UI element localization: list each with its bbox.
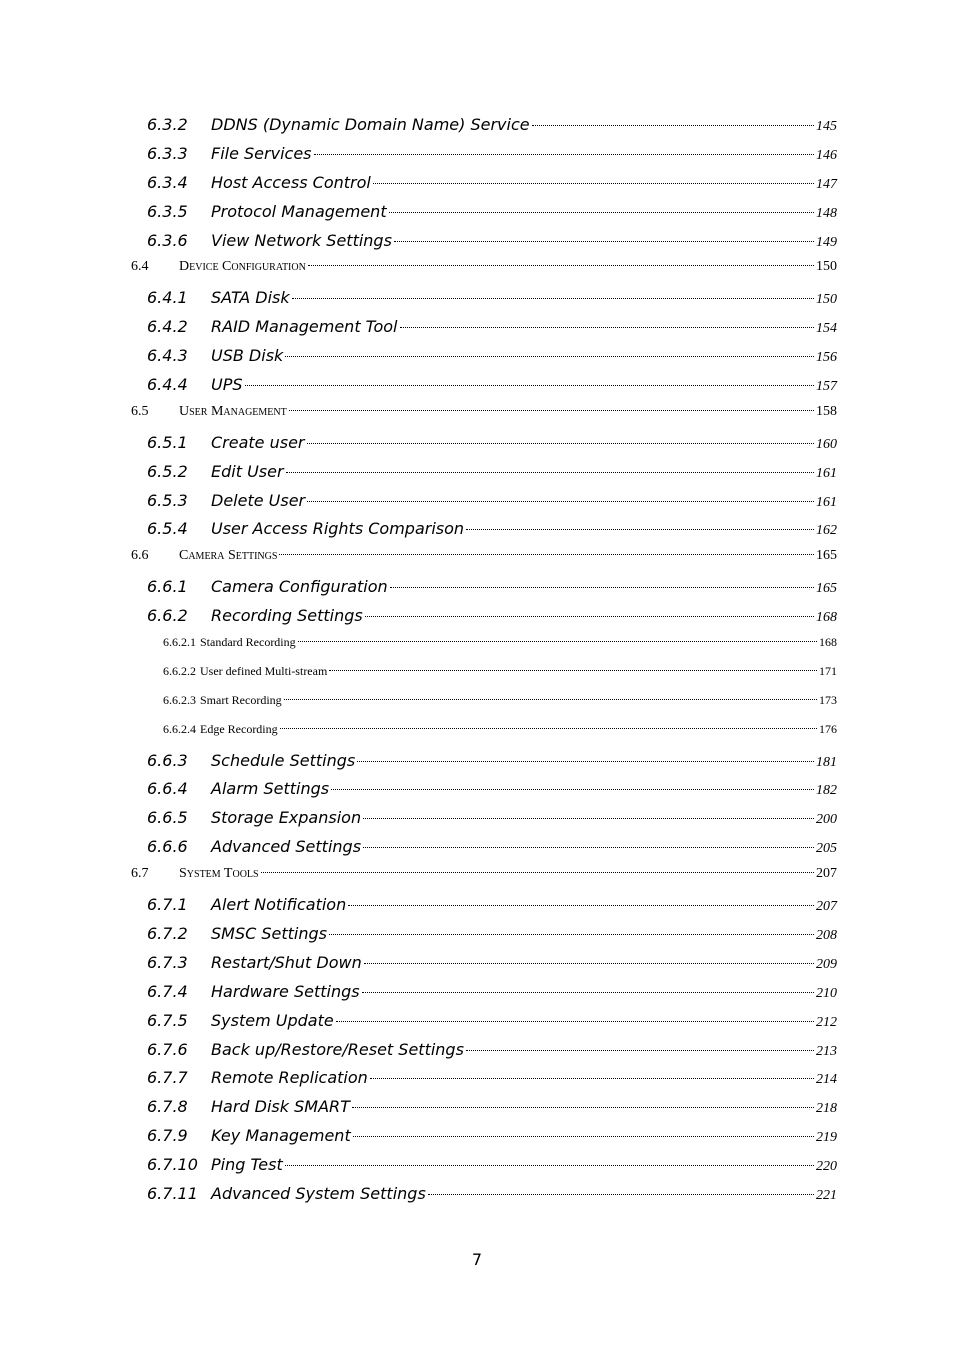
toc-entry[interactable] — [0, 462, 954, 491]
toc-entry-number: 6.5.1 — [147, 432, 188, 452]
toc-entry-title: Edit User — [211, 461, 284, 481]
toc-entry-title: Smart Recording — [200, 692, 282, 707]
toc-entry[interactable] — [0, 982, 954, 1011]
toc-entry-number: 6.6.2.4 — [163, 721, 196, 736]
toc-entry[interactable] — [0, 1068, 954, 1097]
toc-dot-leader — [292, 298, 814, 299]
toc-entry[interactable] — [0, 144, 954, 173]
toc-entry-number: 6.6.2.2 — [163, 663, 196, 678]
toc-entry-page: 161 — [816, 494, 837, 510]
toc-entry-page: 209 — [816, 956, 837, 972]
toc-entry[interactable] — [0, 577, 954, 606]
toc-entry-page: 200 — [816, 812, 837, 828]
toc-entry-number: 6.5.3 — [147, 490, 188, 510]
toc-dot-leader — [289, 410, 814, 411]
toc-entry-number: 6.5.4 — [147, 519, 188, 539]
toc-entry-page: 205 — [816, 841, 837, 857]
toc-entry-title: Create user — [211, 432, 305, 452]
toc-entry[interactable] — [0, 779, 954, 808]
toc-dot-leader — [286, 472, 814, 473]
toc-entry-title: View Network Settings — [211, 230, 392, 250]
toc-entry-title: User Management — [179, 403, 287, 419]
toc-entry-title: Hard Disk SMART — [211, 1097, 350, 1117]
toc-entry-number: 6.7 — [131, 866, 149, 882]
toc-entry[interactable] — [0, 259, 954, 288]
toc-entry-page: 150 — [816, 259, 837, 275]
toc-entry-page: 176 — [819, 721, 837, 736]
toc-entry-title: Advanced Settings — [211, 837, 362, 857]
toc-entry-title: SATA Disk — [211, 288, 290, 308]
toc-entry-title: System Update — [211, 1010, 334, 1030]
toc-entry[interactable] — [0, 693, 954, 722]
toc-entry[interactable] — [0, 1184, 954, 1213]
toc-entry[interactable] — [0, 231, 954, 260]
toc-entry[interactable] — [0, 404, 954, 433]
toc-entry[interactable] — [0, 664, 954, 693]
toc-entry-number: 6.3.3 — [147, 143, 188, 163]
toc-entry-number: 6.6.2.1 — [163, 635, 196, 650]
toc-entry-number: 6.4 — [131, 259, 149, 275]
toc-dot-leader — [348, 905, 814, 906]
toc-entry-number: 6.6.6 — [147, 837, 188, 857]
toc-dot-leader — [331, 789, 814, 790]
toc-entry[interactable] — [0, 173, 954, 202]
toc-entry-title: Back up/Restore/Reset Settings — [211, 1039, 464, 1059]
toc-dot-leader — [307, 443, 815, 444]
toc-dot-leader — [363, 818, 814, 819]
toc-dot-leader — [308, 265, 814, 266]
toc-entry-number: 6.3.6 — [147, 230, 188, 250]
toc-entry-title: Storage Expansion — [211, 808, 362, 828]
toc-dot-leader — [373, 183, 814, 184]
toc-entry-number: 6.7.2 — [147, 923, 188, 943]
toc-entry-page: 207 — [816, 899, 837, 915]
toc-dot-leader — [329, 670, 817, 671]
toc-dot-leader — [428, 1194, 814, 1195]
toc-entry-title: Camera Configuration — [211, 577, 388, 597]
toc-entry-number: 6.5 — [131, 403, 149, 419]
toc-entry-page: 212 — [816, 1014, 837, 1030]
toc-entry-page: 168 — [819, 635, 837, 650]
toc-entry-title: Key Management — [211, 1126, 351, 1146]
toc-entry[interactable] — [0, 722, 954, 751]
toc-entry-title: Device Configuration — [179, 259, 306, 275]
toc-entry[interactable] — [0, 866, 954, 895]
toc-entry[interactable] — [0, 202, 954, 231]
toc-entry-page: 171 — [819, 663, 837, 678]
toc-entry-number: 6.7.6 — [147, 1039, 188, 1059]
toc-entry-page: 168 — [816, 610, 837, 626]
toc-entry-number: 6.4.2 — [147, 317, 188, 337]
toc-entry-page: 161 — [816, 465, 837, 481]
toc-entry-page: 145 — [816, 119, 837, 134]
toc-entry-title: SMSC Settings — [211, 923, 327, 943]
toc-entry-title: Camera Settings — [179, 548, 278, 564]
toc-entry-title: User Access Rights Comparison — [211, 519, 465, 539]
toc-dot-leader — [284, 699, 817, 700]
toc-entry-page: 221 — [816, 1187, 837, 1203]
toc-entry[interactable] — [0, 1097, 954, 1126]
toc-entry-page: 173 — [819, 692, 837, 707]
toc-dot-leader — [466, 529, 814, 530]
toc-dot-leader — [314, 154, 815, 155]
toc-entry-title: RAID Management Tool — [211, 317, 398, 337]
toc-entry-page: 150 — [816, 292, 837, 308]
toc-entry[interactable] — [0, 491, 954, 520]
toc-entry-number: 6.4.3 — [147, 346, 188, 366]
toc-entry-number: 6.3.5 — [147, 201, 188, 221]
toc-entry[interactable] — [0, 606, 954, 635]
toc-entry-number: 6.7.3 — [147, 952, 188, 972]
toc-dot-leader — [364, 963, 814, 964]
toc-entry-title: Ping Test — [211, 1155, 283, 1175]
toc-entry[interactable] — [0, 837, 954, 866]
toc-entry-number: 6.7.9 — [147, 1126, 188, 1146]
toc-dot-leader — [389, 212, 814, 213]
toc-entry[interactable] — [0, 1011, 954, 1040]
toc-entry-number: 6.6.2 — [147, 606, 188, 626]
toc-entry-number: 6.7.11 — [147, 1183, 198, 1203]
toc-entry-number: 6.7.4 — [147, 981, 188, 1001]
toc-entry-page: 165 — [816, 548, 837, 564]
toc-entry-number: 6.7.5 — [147, 1010, 188, 1030]
toc-dot-leader — [365, 616, 814, 617]
toc-entry[interactable] — [0, 924, 954, 953]
toc-entry-title: Remote Replication — [211, 1068, 368, 1088]
toc-dot-leader — [400, 327, 815, 328]
toc-entry[interactable] — [0, 288, 954, 317]
toc-dot-leader — [362, 992, 814, 993]
toc-entry-number: 6.6.1 — [147, 577, 188, 597]
toc-entry[interactable] — [0, 433, 954, 462]
toc-dot-leader — [285, 1165, 814, 1166]
toc-dot-leader — [279, 554, 814, 555]
toc-entry-number: 6.6.3 — [147, 750, 188, 770]
toc-dot-leader — [307, 501, 814, 502]
toc-entry[interactable] — [0, 751, 954, 780]
toc-entry[interactable] — [0, 895, 954, 924]
toc-entry-title: USB Disk — [211, 346, 284, 366]
toc-entry-title: File Services — [211, 143, 312, 163]
toc-entry-title: Alert Notification — [211, 895, 347, 915]
toc-entry-number: 6.4.1 — [147, 288, 188, 308]
toc-dot-leader — [353, 1136, 814, 1137]
toc-entry[interactable] — [0, 548, 954, 577]
toc-entry-page: 158 — [816, 403, 837, 419]
toc-entry-page: 165 — [816, 581, 837, 597]
toc-entry-title: Protocol Management — [211, 201, 387, 221]
toc-entry-number: 6.6.5 — [147, 808, 188, 828]
toc-entry[interactable] — [0, 317, 954, 346]
toc-entry-page: 149 — [816, 234, 837, 250]
toc-entry[interactable] — [0, 1155, 954, 1184]
toc-dot-leader — [329, 934, 814, 935]
toc-entry-title: DDNS (Dynamic Domain Name) Service — [211, 115, 530, 134]
toc-entry-page: 213 — [816, 1043, 837, 1059]
toc-dot-leader — [336, 1021, 814, 1022]
toc-entry-page: 182 — [816, 783, 837, 799]
toc-entry-number: 6.7.1 — [147, 895, 188, 915]
toc-entry-title: Delete User — [211, 490, 306, 510]
toc-entry-title: Hardware Settings — [211, 981, 360, 1001]
toc-dot-leader — [298, 641, 817, 642]
toc-dot-leader — [261, 872, 814, 873]
page-number: 7 — [471, 1250, 483, 1269]
toc-entry-number: 6.7.8 — [147, 1097, 188, 1117]
toc-entry-page: 148 — [816, 205, 837, 221]
toc-entry[interactable] — [0, 1126, 954, 1155]
toc-entry-page: 207 — [816, 866, 837, 882]
toc-entry-page: 147 — [816, 176, 837, 192]
toc-entry-title: System Tools — [179, 866, 259, 882]
toc-entry-number: 6.7.10 — [147, 1155, 198, 1175]
toc-entry-page: 181 — [816, 754, 837, 770]
toc-entry-title: UPS — [211, 375, 243, 395]
toc-entry-title: Host Access Control — [211, 172, 371, 192]
toc-dot-leader — [390, 587, 814, 588]
toc-entry-number: 6.4.4 — [147, 375, 188, 395]
toc-dot-leader — [245, 385, 814, 386]
toc-entry-page: 208 — [816, 927, 837, 943]
toc-entry-number: 6.7.7 — [147, 1068, 188, 1088]
toc-entry[interactable] — [0, 635, 954, 664]
toc-dot-leader — [285, 356, 814, 357]
toc-entry-page: 157 — [816, 379, 837, 395]
toc-dot-leader — [352, 1107, 814, 1108]
toc-entry[interactable] — [0, 375, 954, 404]
toc-entry-title: Alarm Settings — [211, 779, 330, 799]
toc-entry-title: User defined Multi-stream — [200, 663, 328, 678]
toc-dot-leader — [363, 847, 814, 848]
toc-entry[interactable] — [0, 346, 954, 375]
toc-entry-page: 154 — [816, 321, 837, 337]
toc-entry-number: 6.5.2 — [147, 461, 188, 481]
toc-entry-number: 6.6.2.3 — [163, 692, 196, 707]
toc-entry-page: 220 — [816, 1159, 837, 1175]
toc-entry[interactable] — [0, 808, 954, 837]
toc-entry-page: 156 — [816, 350, 837, 366]
toc-entry[interactable] — [0, 1040, 954, 1069]
toc-entry-title: Edge Recording — [200, 721, 278, 736]
toc-entry-page: 219 — [816, 1130, 837, 1146]
toc-entry-title: Advanced System Settings — [211, 1183, 426, 1203]
toc-entry[interactable] — [0, 115, 954, 144]
toc-entry[interactable] — [0, 519, 954, 548]
toc-entry-title: Schedule Settings — [211, 750, 356, 770]
toc-entry-page: 218 — [816, 1101, 837, 1117]
toc-dot-leader — [394, 241, 814, 242]
toc-entry-number: 6.6.4 — [147, 779, 188, 799]
toc-entry-page: 146 — [816, 147, 837, 163]
toc-dot-leader — [532, 125, 814, 126]
toc-entry-title: Standard Recording — [200, 635, 296, 650]
toc-entry-title: Recording Settings — [211, 606, 363, 626]
toc-entry-title: Restart/Shut Down — [211, 952, 362, 972]
toc-entry-number: 6.3.4 — [147, 172, 188, 192]
toc-dot-leader — [370, 1078, 814, 1079]
toc-entry[interactable] — [0, 953, 954, 982]
toc-entry-page: 214 — [816, 1072, 837, 1088]
toc-dot-leader — [280, 728, 817, 729]
toc-entry-number: 6.6 — [131, 548, 149, 564]
table-of-contents — [0, 115, 954, 1213]
toc-entry-page: 162 — [816, 523, 837, 539]
toc-entry-number: 6.3.2 — [147, 115, 188, 134]
toc-entry-page: 160 — [816, 436, 837, 452]
toc-dot-leader — [357, 761, 814, 762]
toc-dot-leader — [466, 1050, 814, 1051]
toc-entry-page: 210 — [816, 985, 837, 1001]
